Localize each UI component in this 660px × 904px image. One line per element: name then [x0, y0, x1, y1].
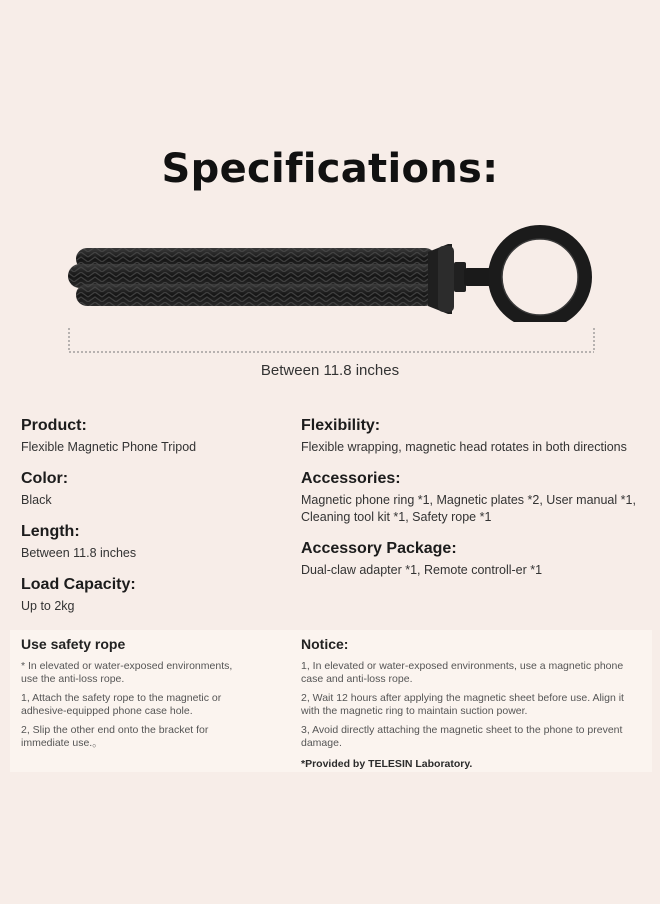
spec-value-line: Magnetic phone ring *1, Magnetic plates *2, User manual *1,	[301, 493, 636, 507]
spec-label: Color:	[21, 470, 69, 487]
page-title: Specifications:	[161, 146, 499, 192]
spec-value: Dual-claw adapter *1, Remote controll-er *1	[301, 563, 543, 577]
spec-label: Accessory Package:	[301, 540, 457, 557]
spec-length	[21, 522, 281, 562]
note-line: adhesive-equipped phone case hole.	[21, 705, 193, 717]
safety-note	[21, 660, 291, 686]
note-line: with the magnetic ring to maintain suction power.	[301, 705, 528, 717]
spec-value: Black	[21, 493, 52, 507]
spec-label: Length:	[21, 523, 80, 540]
safety-note	[21, 724, 291, 750]
spec-flexibility	[301, 416, 651, 456]
safety-rope-section	[21, 630, 291, 756]
note-line: case and anti-loss rope.	[301, 673, 413, 685]
spec-value: Flexible Magnetic Phone Tripod	[21, 440, 197, 454]
notice-note	[301, 724, 646, 750]
spec-label: Product:	[21, 417, 87, 434]
spec-color	[21, 469, 281, 509]
spec-label: Load Capacity:	[21, 576, 136, 593]
spec-value-line: Cleaning tool kit *1, Safety rope *1	[301, 510, 492, 524]
spec-value	[301, 492, 651, 526]
note-line: immediate use.。	[21, 737, 103, 749]
notice-section	[301, 630, 646, 770]
note-line: damage.	[301, 737, 342, 749]
notes-panel	[10, 630, 652, 772]
spec-label: Flexibility:	[301, 417, 381, 434]
note-line: 1, Attach the safety rope to the magnetic or	[21, 692, 222, 704]
spec-value: Up to 2kg	[21, 599, 75, 613]
dimension-label: Between 11.8 inches	[260, 362, 400, 379]
notice-heading: Notice:	[301, 636, 349, 652]
note-line: 3, Avoid directly attaching the magnetic sheet to the phone to prevent	[301, 724, 623, 736]
spec-accessory-package	[301, 539, 651, 579]
spec-label: Accessories:	[301, 470, 401, 487]
note-line: 2, Slip the other end onto the bracket for	[21, 724, 209, 736]
spec-load-capacity	[21, 575, 281, 615]
spec-value: Between 11.8 inches	[21, 546, 137, 560]
spec-product	[21, 416, 281, 456]
note-line: use the anti-loss rope.	[21, 673, 125, 685]
notice-note	[301, 660, 646, 686]
provided-by-footer: *Provided by TELESIN Laboratory.	[301, 758, 473, 770]
note-line: * In elevated or water-exposed environments,	[21, 660, 233, 672]
tripod-product-image	[60, 222, 605, 322]
note-line: 1, In elevated or water-exposed environments, use a magnetic phone	[301, 660, 624, 672]
spec-accessories	[301, 469, 651, 526]
safety-rope-heading: Use safety rope	[21, 636, 126, 652]
spec-value: Flexible wrapping, magnetic head rotates in both directions	[301, 440, 627, 454]
note-line: 2, Wait 12 hours after applying the magnetic sheet before use. Align it	[301, 692, 624, 704]
dimension-line	[0, 318, 660, 358]
safety-note	[21, 692, 291, 718]
notice-note	[301, 692, 646, 718]
